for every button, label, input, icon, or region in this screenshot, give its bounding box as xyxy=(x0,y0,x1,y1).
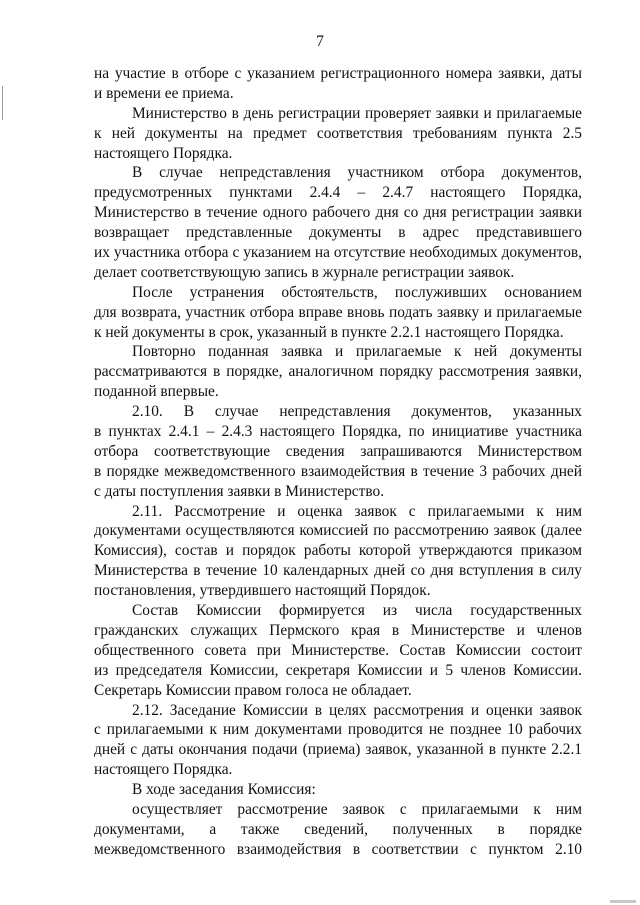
text-line: рассматриваются в порядке, аналогичном порядку рассмотрения заявки, xyxy=(94,363,582,381)
text-line: Повторно поданная заявка и прилагаемые к ней документы xyxy=(132,343,582,361)
text-line: осуществляет рассмотрение заявок с прилагаемыми к ним xyxy=(132,800,582,818)
text-line: делает соответствующую запись в журнале регистрации заявок. xyxy=(94,263,515,281)
text-line: и времени ее приема. xyxy=(94,84,234,102)
text-line: предусмотренных пунктами 2.4.4 – 2.4.7 настоящего Порядка, xyxy=(94,184,582,202)
text-line: в пунктах 2.4.1 – 2.4.3 настоящего Порядка, по инициативе участника xyxy=(94,423,582,441)
text-line: общественного совета при Министерстве. Состав Комиссии состоит xyxy=(94,641,582,659)
text-line: возвращает представленные документы в адрес представившего xyxy=(94,224,582,242)
document-body xyxy=(94,64,582,860)
text-line: межведомственного взаимодействия в соответствии с пунктом 2.10 xyxy=(94,840,582,858)
text-line: к ней документы в срок, указанный в пункте 2.2.1 настоящего Порядка. xyxy=(94,323,564,341)
text-line: Секретарь Комиссии правом голоса не обладает. xyxy=(94,681,412,699)
text-line: Министерство в течение одного рабочего дня со дня регистрации заявки xyxy=(94,204,582,222)
text-line: дней с даты окончания подачи (приема) заявок, указанной в пункте 2.2.1 xyxy=(94,741,582,759)
text-line: Состав Комиссии формируется из числа государственных xyxy=(132,602,582,620)
text-line: документами осуществляются комиссией по рассмотрению заявок (далее xyxy=(94,522,582,540)
scan-edge-mark xyxy=(610,900,636,903)
text-line: постановления, утвердившего настоящий Порядок. xyxy=(94,582,431,600)
text-line: для возврата, участник отбора вправе вновь подать заявку и прилагаемые xyxy=(94,303,582,321)
text-line: Министерства в течение 10 календарных дней со дня вступления в силу xyxy=(94,562,582,580)
text-line: с даты поступления заявки в Министерство. xyxy=(94,482,385,500)
text-line: поданной впервые. xyxy=(94,383,219,401)
text-line: Министерство в день регистрации проверяет заявки и прилагаемые xyxy=(132,104,582,122)
text-line: После устранения обстоятельств, послуживших основанием xyxy=(132,283,582,301)
scan-margin-mark xyxy=(2,86,3,120)
text-line: В случае непредставления участником отбора документов, xyxy=(132,164,582,182)
text-line: 2.10. В случае непредставления документов, указанных xyxy=(132,403,582,421)
text-line: 2.11. Рассмотрение и оценка заявок с прилагаемыми к ним xyxy=(132,502,582,520)
text-line: к ней документы на предмет соответствия требованиям пункта 2.5 xyxy=(94,124,582,142)
text-line: документами, а также сведений, полученных в порядке xyxy=(94,820,582,838)
text-line: на участие в отборе с указанием регистрационного номера заявки, даты xyxy=(94,65,582,82)
text-line: настоящего Порядка. xyxy=(94,144,233,162)
text-line: настоящего Порядка. xyxy=(94,761,233,779)
text-line: 2.12. Заседание Комиссии в целях рассмотрения и оценки заявок xyxy=(132,701,582,719)
page-number: 7 xyxy=(316,33,324,50)
text-line: гражданских служащих Пермского края в Министерстве и членов xyxy=(94,621,582,639)
text-line: отбора соответствующие сведения запрашиваются Министерством xyxy=(94,442,582,460)
text-line: Комиссия), состав и порядок работы которой утверждаются приказом xyxy=(94,542,582,560)
text-line: из председателя Комиссии, секретаря Комиссии и 5 членов Комиссии. xyxy=(94,661,582,679)
text-line: с прилагаемыми к ним документами проводится не позднее 10 рабочих xyxy=(94,721,582,739)
text-line: В ходе заседания Комиссия: xyxy=(132,781,316,799)
text-line: в порядке межведомственного взаимодействия в течение 3 рабочих дней xyxy=(94,462,582,480)
text-line: их участника отбора с указанием на отсутствие необходимых документов, xyxy=(94,244,582,262)
